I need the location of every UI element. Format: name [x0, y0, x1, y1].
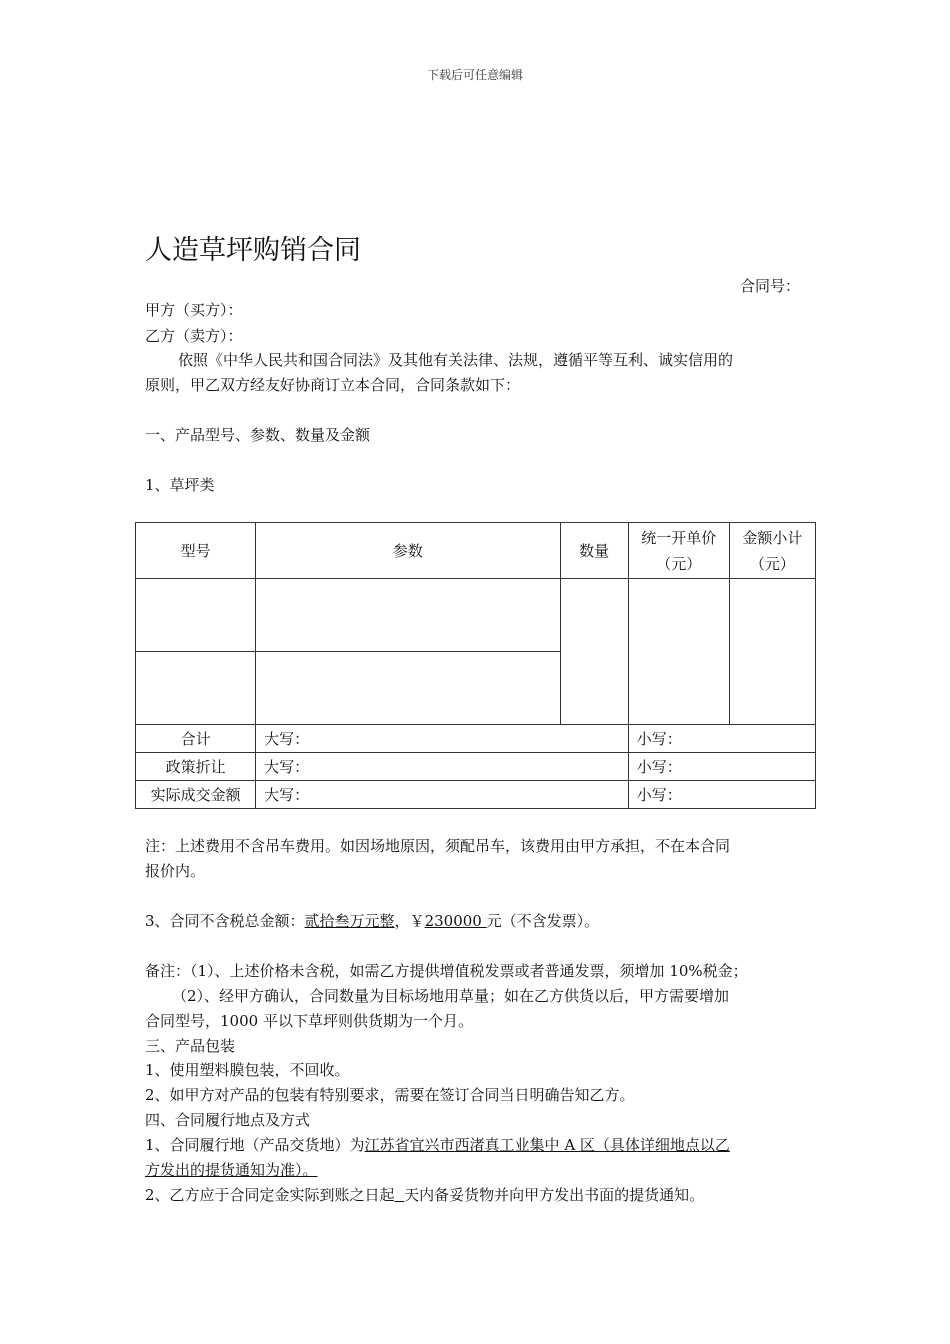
header-params: 参数 — [256, 523, 560, 579]
delivery-days-blank[interactable] — [395, 1186, 405, 1204]
header-subtotal-line-1: 金额小计 — [742, 528, 803, 547]
summary-label: 政策折让 — [136, 753, 256, 781]
page-title: 人造草坪购销合同 — [145, 235, 361, 266]
header-qty: 数量 — [560, 523, 628, 579]
item-3-mid: ，￥ — [394, 912, 425, 930]
summary-upper-case[interactable]: 大写： — [256, 781, 629, 809]
item-3-suffix: 元（不含发票）。 — [486, 912, 600, 930]
delivery-place-line-1 — [145, 1134, 730, 1156]
summary-row-discount — [136, 753, 816, 781]
table-header-row — [136, 523, 816, 579]
header-unit-price-line-1: 统一开单价 — [641, 528, 717, 547]
item-3-prefix: 3、合同不含税总金额： — [145, 912, 305, 930]
header-note: 下载后可任意编辑 — [426, 68, 523, 82]
subsection-1-heading: 1、草坪类 — [145, 476, 215, 494]
summary-lower-case[interactable]: 小写： — [628, 781, 815, 809]
header-unit-price-line-2: （元） — [656, 554, 702, 573]
intro-paragraph-line-1: 依照《中华人民共和国合同法》及其他有关法律、法规，遵循平等互利、诚实信用的 — [178, 351, 734, 369]
section-4-heading: 四、合同履行地点及方式 — [145, 1111, 311, 1129]
party-a-line: 甲方（买方）： — [145, 301, 243, 319]
summary-upper-case[interactable]: 大写： — [256, 753, 629, 781]
intro-paragraph-line-2: 原则，甲乙双方经友好协商订立本合同，合同条款如下： — [145, 376, 521, 394]
delivery-place-prefix: 1、合同履行地（产品交货地）为 — [145, 1136, 365, 1154]
summary-upper-case[interactable]: 大写： — [256, 725, 629, 753]
unit-price-cell[interactable] — [628, 579, 729, 725]
section-3-heading: 三、产品包装 — [145, 1037, 236, 1055]
summary-lower-case[interactable]: 小写： — [628, 725, 815, 753]
note-line-1: 注：上述费用不含吊车费用。如因场地原因，须配吊车，该费用由甲方承担，不在本合同 — [145, 837, 731, 855]
params-cell[interactable] — [256, 579, 560, 652]
delivery-time-line — [145, 1184, 704, 1206]
delivery-place-line-2 — [145, 1159, 318, 1181]
party-b-line: 乙方（卖方）： — [145, 327, 243, 345]
amount-in-figures: 230000 — [424, 912, 487, 930]
table-row — [136, 579, 816, 652]
qty-cell[interactable] — [560, 579, 628, 725]
model-cell[interactable] — [136, 652, 256, 725]
summary-label: 合计 — [136, 725, 256, 753]
summary-row-final — [136, 781, 816, 809]
remark-line-1: 备注：（1）、上述价格未含税，如需乙方提供增值税发票或者普通发票，须增加 10%税金； — [145, 962, 748, 980]
delivery-time-prefix: 2、乙方应于合同定金实际到账之日起 — [145, 1186, 395, 1204]
item-3-total-amount — [145, 910, 599, 932]
header-model: 型号 — [136, 523, 256, 579]
subtotal-cell[interactable] — [729, 579, 815, 725]
section-1-heading: 一、产品型号、参数、数量及金额 — [145, 426, 371, 444]
remark-line-2: （2）、经甲方确认，合同数量为目标场地用草量；如在乙方供货以后，甲方需要增加 — [172, 987, 730, 1005]
packaging-item-2: 2、如甲方对产品的包装有特别要求，需要在签订合同当日明确告知乙方。 — [145, 1086, 635, 1104]
header-subtotal-line-2: （元） — [749, 554, 795, 573]
note-line-2: 报价内。 — [145, 862, 206, 880]
summary-label: 实际成交金额 — [136, 781, 256, 809]
delivery-time-suffix: 天内备妥货物并向甲方发出书面的提货通知。 — [404, 1186, 705, 1204]
amount-in-words: 贰拾叁万元整 — [304, 912, 395, 930]
delivery-place-value: 江苏省宜兴市西渚真工业集中 A 区（具体详细地点以乙 — [364, 1136, 730, 1154]
params-cell[interactable] — [256, 652, 560, 725]
contract-number-label: 合同号： — [740, 277, 801, 295]
packaging-item-1: 1、使用塑料膜包装，不回收。 — [145, 1061, 350, 1079]
remark-line-3: 合同型号，1000 平以下草坪则供货期为一个月。 — [145, 1012, 473, 1030]
header-subtotal — [729, 523, 815, 579]
product-table — [135, 522, 816, 809]
delivery-place-value-cont: 方发出的提货通知为准）。 — [145, 1161, 318, 1179]
model-cell[interactable] — [136, 579, 256, 652]
header-unit-price — [628, 523, 729, 579]
summary-row-total — [136, 725, 816, 753]
summary-lower-case[interactable]: 小写： — [628, 753, 815, 781]
